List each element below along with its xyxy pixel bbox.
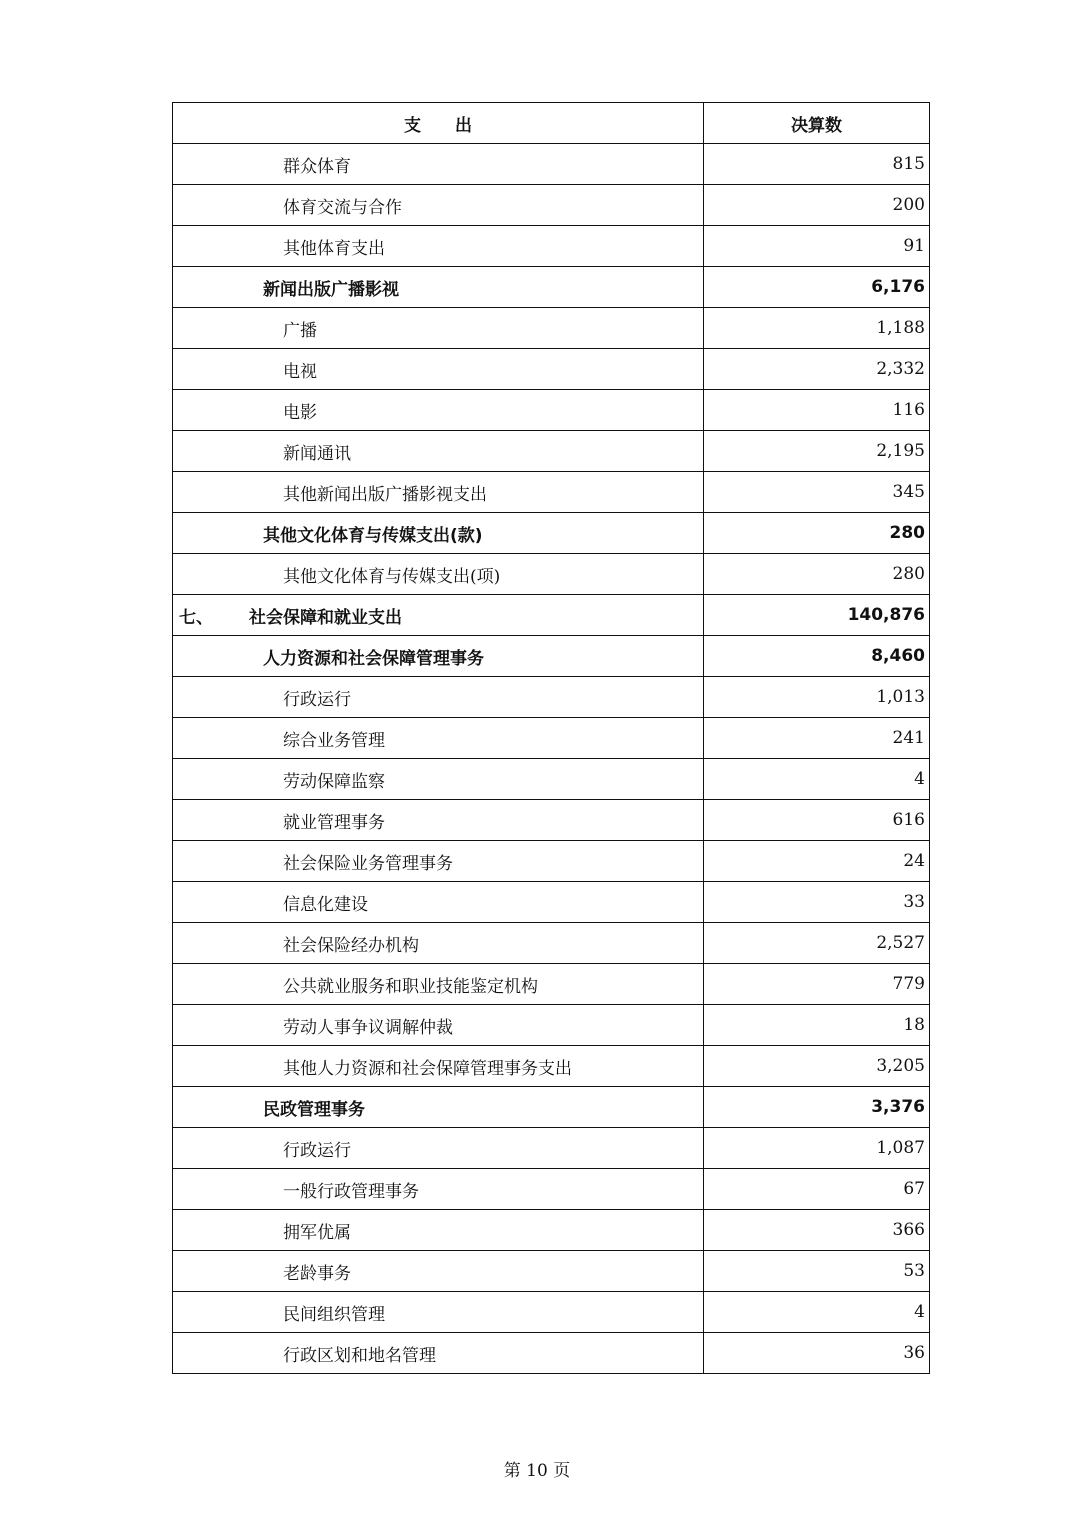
row-item-name: 劳动人事争议调解仲裁: [173, 1005, 704, 1046]
row-item-value: 1,188: [704, 308, 930, 349]
row-item-value: 815: [704, 144, 930, 185]
row-item-name: 电影: [173, 390, 704, 431]
table-row: [173, 472, 930, 513]
row-item-name: 社会保险经办机构: [173, 923, 704, 964]
expenditure-table: [172, 102, 930, 1374]
row-item-value: 36: [704, 1333, 930, 1374]
row-item-value: 616: [704, 800, 930, 841]
row-item-value: 2,527: [704, 923, 930, 964]
table-row: [173, 513, 930, 554]
table-row: [173, 841, 930, 882]
budget-table-container: [172, 102, 929, 1374]
row-item-name: [173, 595, 704, 636]
row-item-name: 其他新闻出版广播影视支出: [173, 472, 704, 513]
row-item-name: 体育交流与合作: [173, 185, 704, 226]
table-row: [173, 1128, 930, 1169]
row-item-name: 民政管理事务: [173, 1087, 704, 1128]
table-body: [173, 144, 930, 1374]
table-header-row: [173, 103, 930, 144]
header-final-amount: 决算数: [704, 103, 930, 144]
row-item-value: 2,332: [704, 349, 930, 390]
row-item-name: 行政运行: [173, 677, 704, 718]
row-item-value: 1,087: [704, 1128, 930, 1169]
row-item-name: 社会保险业务管理事务: [173, 841, 704, 882]
row-item-value: 67: [704, 1169, 930, 1210]
table-row: [173, 308, 930, 349]
table-row: [173, 677, 930, 718]
table-row: [173, 595, 930, 636]
row-item-value: 241: [704, 718, 930, 759]
row-item-value: 4: [704, 759, 930, 800]
row-item-name: 行政运行: [173, 1128, 704, 1169]
table-row: [173, 1005, 930, 1046]
row-item-value: 140,876: [704, 595, 930, 636]
table-row: [173, 431, 930, 472]
row-item-value: 779: [704, 964, 930, 1005]
row-item-name: 广播: [173, 308, 704, 349]
row-item-value: 18: [704, 1005, 930, 1046]
row-item-value: 1,013: [704, 677, 930, 718]
row-item-value: 8,460: [704, 636, 930, 677]
row-item-name: 拥军优属: [173, 1210, 704, 1251]
row-item-value: 24: [704, 841, 930, 882]
row-item-name: 综合业务管理: [173, 718, 704, 759]
row-item-name: 其他体育支出: [173, 226, 704, 267]
row-item-value: 6,176: [704, 267, 930, 308]
row-item-name: 公共就业服务和职业技能鉴定机构: [173, 964, 704, 1005]
row-item-name: 人力资源和社会保障管理事务: [173, 636, 704, 677]
table-row: [173, 554, 930, 595]
table-row: [173, 718, 930, 759]
row-item-value: 91: [704, 226, 930, 267]
row-item-name: 信息化建设: [173, 882, 704, 923]
row-item-value: 3,376: [704, 1087, 930, 1128]
row-item-name: 其他文化体育与传媒支出(款): [173, 513, 704, 554]
table-row: [173, 882, 930, 923]
page-number: 第 10 页: [503, 1461, 571, 1481]
table-row: [173, 1046, 930, 1087]
table-row: [173, 759, 930, 800]
table-row: [173, 349, 930, 390]
table-row: [173, 144, 930, 185]
table-row: [173, 1292, 930, 1333]
table-row: [173, 1251, 930, 1292]
row-item-name: 劳动保障监察: [173, 759, 704, 800]
table-row: [173, 800, 930, 841]
row-item-value: 4: [704, 1292, 930, 1333]
row-item-value: 2,195: [704, 431, 930, 472]
row-item-value: 53: [704, 1251, 930, 1292]
row-item-value: 200: [704, 185, 930, 226]
row-item-number: 七、: [179, 607, 213, 628]
row-item-value: 3,205: [704, 1046, 930, 1087]
row-item-name: 就业管理事务: [173, 800, 704, 841]
row-item-value: 345: [704, 472, 930, 513]
row-item-name: 群众体育: [173, 144, 704, 185]
row-item-name: 其他人力资源和社会保障管理事务支出: [173, 1046, 704, 1087]
row-item-value: 366: [704, 1210, 930, 1251]
table-row: [173, 1333, 930, 1374]
row-item-name: 电视: [173, 349, 704, 390]
table-row: [173, 923, 930, 964]
row-item-value: 280: [704, 513, 930, 554]
table-row: [173, 1210, 930, 1251]
row-item-name: 新闻通讯: [173, 431, 704, 472]
row-item-label: 社会保障和就业支出: [249, 607, 402, 628]
table-row: [173, 1087, 930, 1128]
table-row: [173, 185, 930, 226]
row-item-value: 116: [704, 390, 930, 431]
row-item-name: 行政区划和地名管理: [173, 1333, 704, 1374]
row-item-value: 33: [704, 882, 930, 923]
row-item-name: 新闻出版广播影视: [173, 267, 704, 308]
row-item-name: 一般行政管理事务: [173, 1169, 704, 1210]
table-row: [173, 226, 930, 267]
table-row: [173, 390, 930, 431]
row-item-value: 280: [704, 554, 930, 595]
row-item-name: 民间组织管理: [173, 1292, 704, 1333]
header-expenditure: 支 出: [173, 103, 704, 144]
table-row: [173, 964, 930, 1005]
table-row: [173, 636, 930, 677]
row-item-name: 老龄事务: [173, 1251, 704, 1292]
table-row: [173, 1169, 930, 1210]
table-row: [173, 267, 930, 308]
row-item-name: 其他文化体育与传媒支出(项): [173, 554, 704, 595]
